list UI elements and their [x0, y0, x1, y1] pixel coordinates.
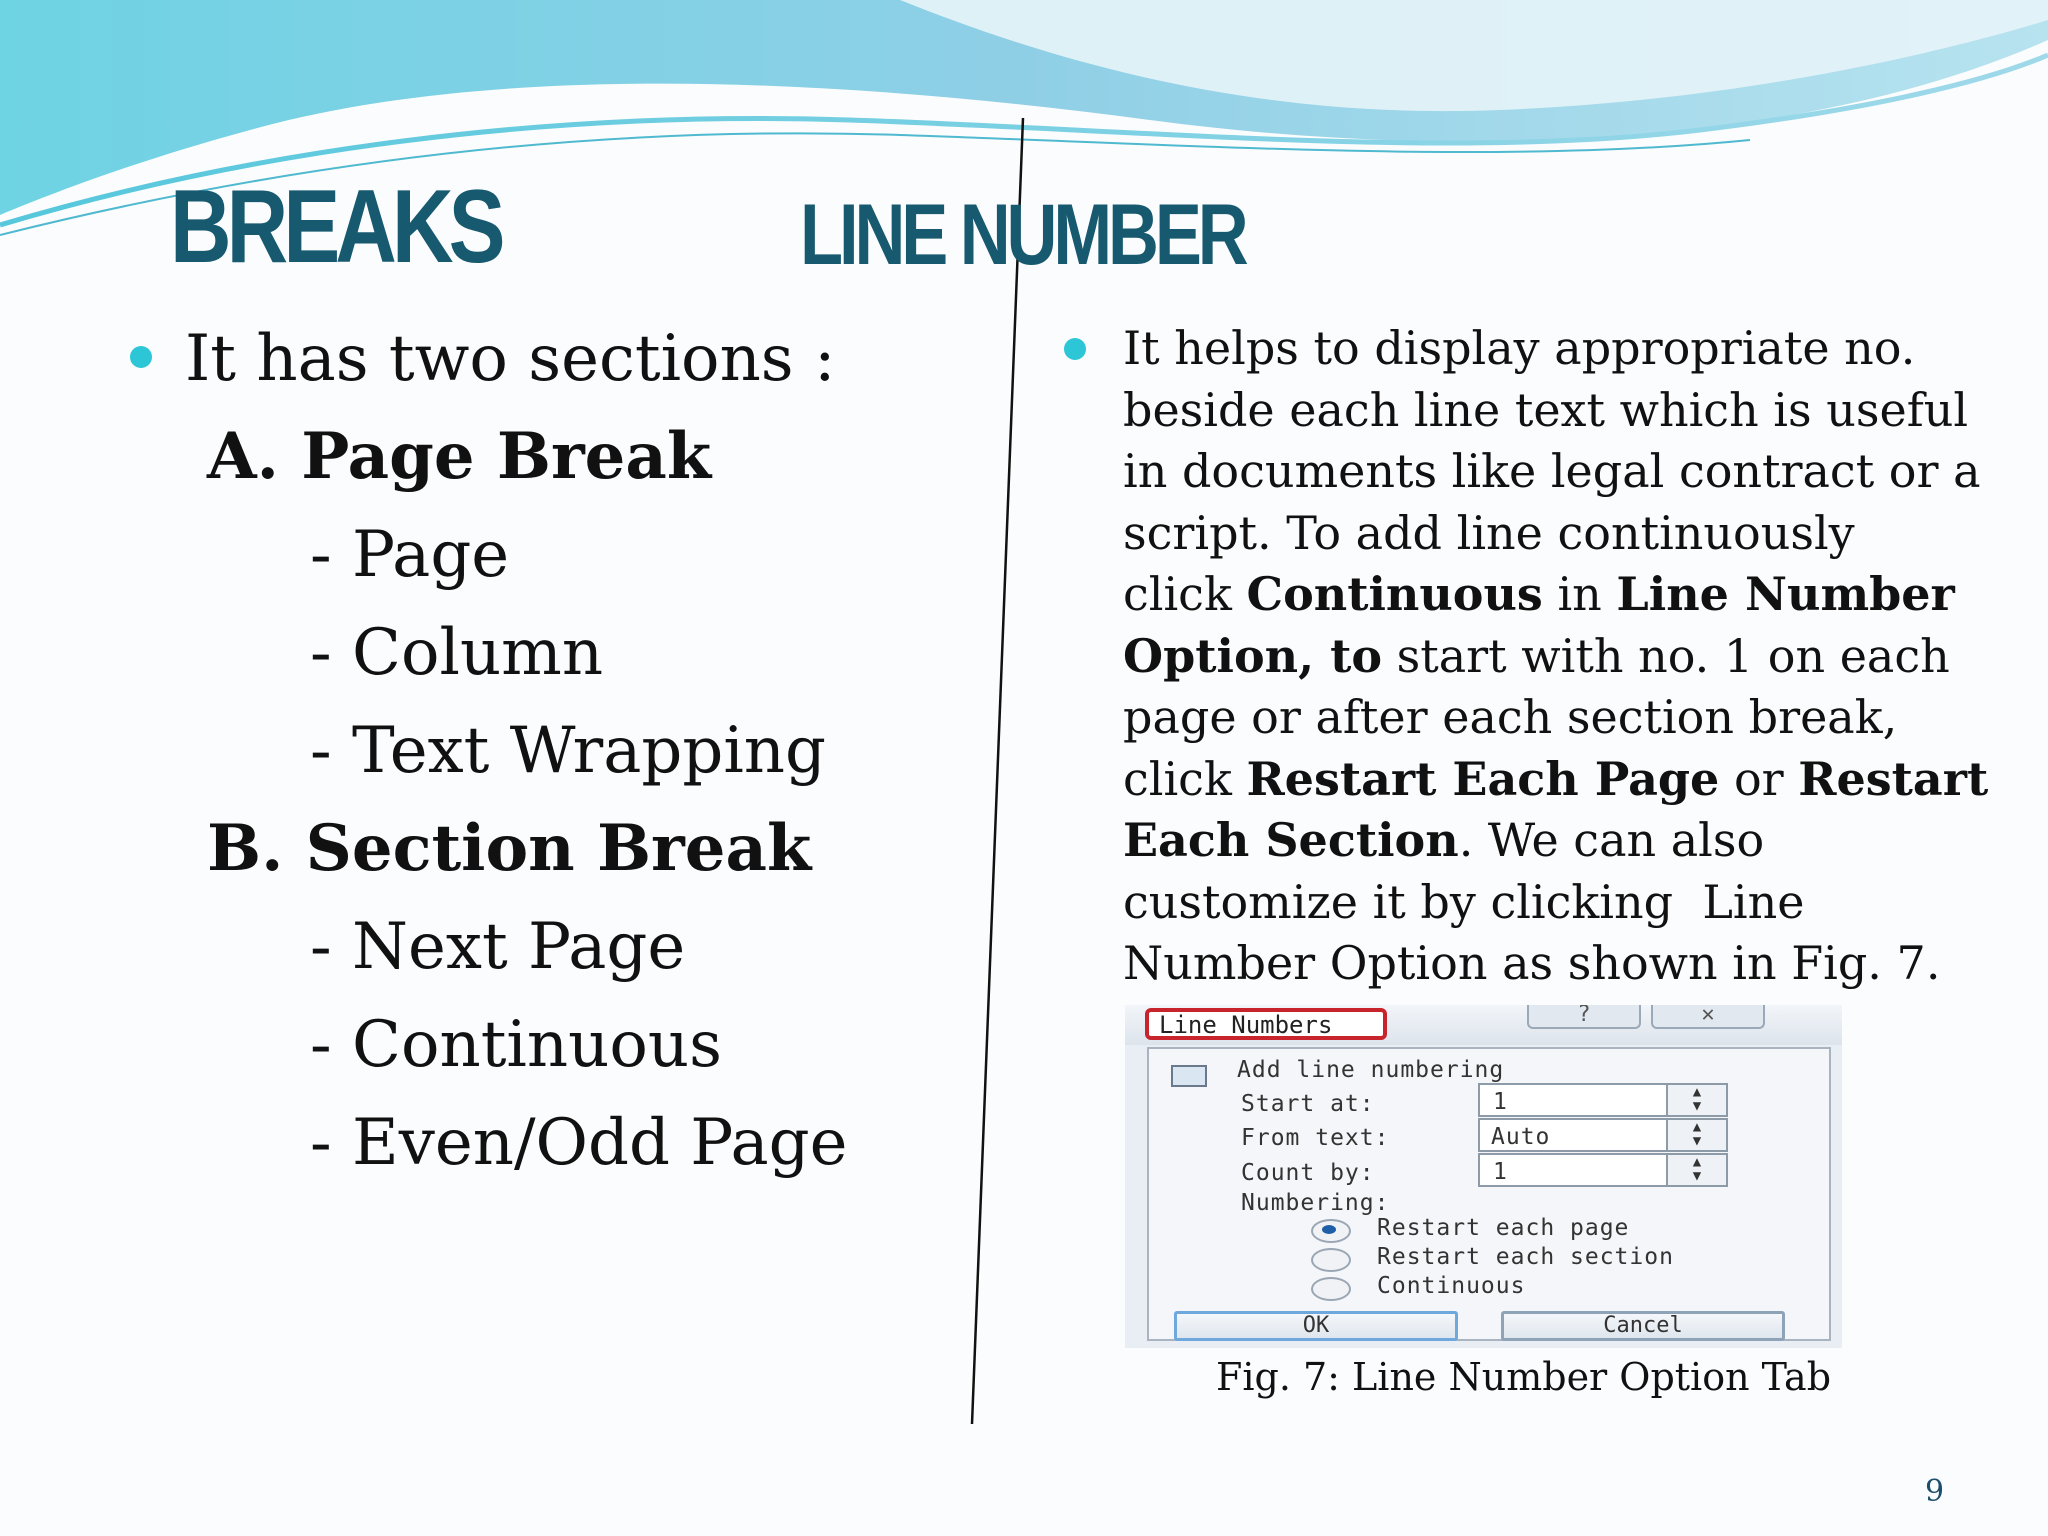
para-line: It helps to display appropriate no.	[1123, 321, 1916, 375]
radio-icon	[1311, 1277, 1351, 1301]
para-bold: Line Number	[1616, 567, 1955, 621]
para-bold: Restart	[1798, 751, 1989, 806]
restart-each-page-option: Restart each page	[1377, 1215, 1630, 1241]
para-text: start with no. 1 on each	[1382, 628, 1950, 683]
from-text-value: Auto	[1491, 1124, 1551, 1150]
para-line: Number Option as shown in Fig. 7.	[1123, 936, 1941, 990]
line-numbers-dialog-image	[1125, 1005, 1842, 1348]
start-at-value: 1	[1493, 1089, 1508, 1115]
para-line: beside each line text which is useful	[1123, 382, 1969, 437]
radio-selected-icon	[1311, 1219, 1351, 1243]
count-by-value: 1	[1493, 1159, 1508, 1185]
para-text: in	[1542, 567, 1617, 621]
para-text: . We can also	[1458, 813, 1765, 867]
para-line: in documents like legal contract or a	[1123, 444, 1981, 498]
para-bold: Each Section	[1123, 813, 1459, 867]
list-item: - Page	[310, 518, 510, 592]
section-b-heading: B. Section Break	[207, 811, 812, 886]
add-line-numbering-label: Add line numbering	[1237, 1057, 1505, 1083]
bullet-icon	[1064, 338, 1086, 360]
para-line: page or after each section break,	[1123, 690, 1898, 744]
bullet-icon	[130, 346, 152, 368]
restart-each-section-option: Restart each section	[1377, 1244, 1674, 1270]
count-by-label: Count by:	[1241, 1160, 1375, 1186]
slide-title-line-number: LINE NUMBER	[800, 187, 1245, 283]
dialog-title: Line Numbers	[1145, 1008, 1387, 1040]
list-item: - Column	[310, 616, 604, 690]
para-bold: Continuous	[1246, 567, 1543, 621]
para-bold: Option, to	[1123, 628, 1383, 683]
spinner-icon: ▲ ▼	[1666, 1118, 1728, 1152]
section-a-heading: A. Page Break	[207, 419, 712, 494]
para-text: click	[1123, 567, 1247, 621]
left-intro: It has two sections :	[185, 322, 836, 396]
list-item: - Even/Odd Page	[310, 1106, 848, 1180]
start-at-label: Start at:	[1241, 1091, 1375, 1117]
from-text-label: From text:	[1241, 1125, 1390, 1151]
para-text: or	[1719, 751, 1799, 806]
para-line: customize it by clicking Line	[1123, 874, 1805, 929]
numbering-label: Numbering:	[1241, 1190, 1390, 1216]
checkbox-checked-icon	[1171, 1065, 1207, 1087]
list-item: - Text Wrapping	[310, 714, 826, 788]
cancel-button: Cancel	[1501, 1311, 1785, 1341]
list-item: - Next Page	[310, 910, 686, 984]
line-number-description	[1123, 318, 1989, 995]
continuous-option: Continuous	[1377, 1273, 1526, 1299]
figure-caption: Fig. 7: Line Number Option Tab	[1216, 1355, 1832, 1399]
para-line: script. To add line continuously	[1123, 505, 1855, 560]
ok-button: OK	[1174, 1311, 1458, 1341]
spinner-icon: ▲ ▼	[1666, 1153, 1728, 1187]
page-number: 9	[1925, 1474, 1945, 1509]
para-text: click	[1123, 751, 1247, 806]
slide-title-breaks: BREAKS	[170, 169, 501, 285]
radio-icon	[1311, 1248, 1351, 1272]
close-icon: ✕	[1651, 1005, 1765, 1029]
list-item: - Continuous	[310, 1008, 722, 1082]
help-icon: ?	[1527, 1005, 1641, 1029]
spinner-icon: ▲ ▼	[1666, 1083, 1728, 1117]
para-bold: Restart Each Page	[1246, 751, 1720, 806]
